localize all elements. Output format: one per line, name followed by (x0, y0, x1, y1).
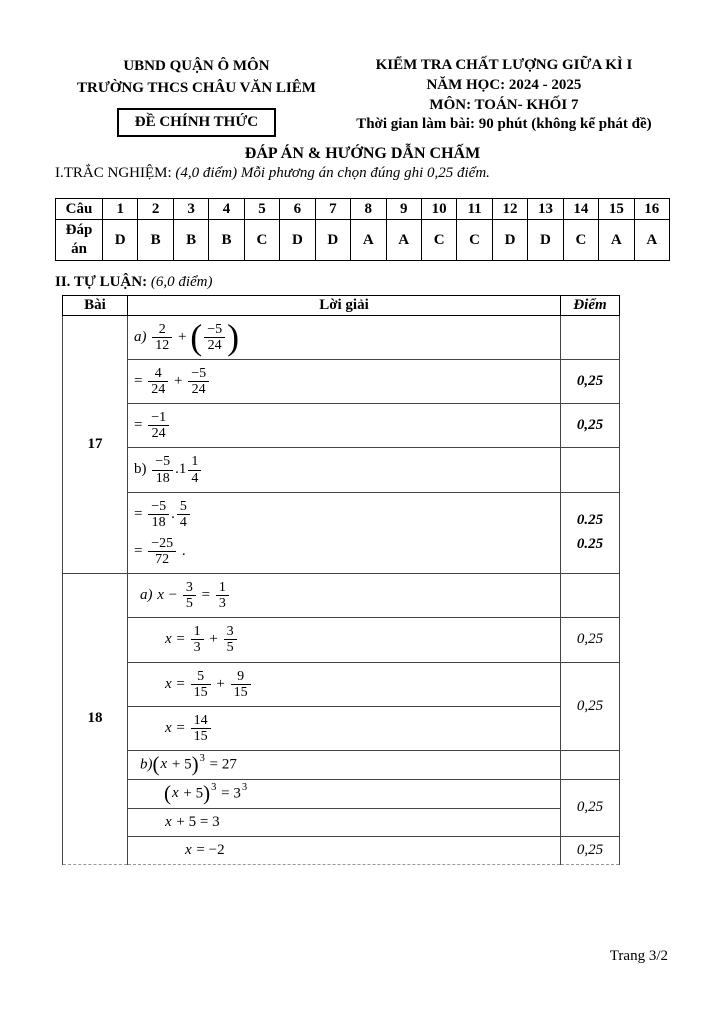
essay-subrow (63, 404, 620, 448)
formula-line (132, 751, 556, 776)
math-text: = (134, 505, 147, 522)
math-text: + (212, 675, 229, 692)
numerator: −1 (151, 410, 167, 426)
essay-point-cell: 0,25 (561, 662, 620, 750)
formula-line (132, 319, 556, 356)
essay-point-cell: 0,25 (561, 836, 620, 864)
open-paren: ( (190, 317, 203, 358)
mc-question-cell: 11 (457, 198, 492, 220)
math-text: b) (134, 461, 151, 478)
essay-solution-cell (128, 359, 561, 403)
essay-solution-cell (128, 836, 561, 864)
essay-subrow (63, 359, 620, 403)
denominator: 24 (188, 381, 209, 397)
essay-point-cell: 0,25 (561, 779, 620, 836)
mc-answer-cell: D (280, 220, 315, 261)
math-text: + 5 (179, 785, 204, 802)
formula-line (132, 666, 556, 703)
issuing-authority: UBND QUẬN Ô MÔN (123, 58, 270, 74)
fraction (148, 499, 169, 530)
mc-answer-cell: D (315, 220, 350, 261)
italic-text: b) (140, 756, 153, 773)
subject-grade: MÔN: TOÁN- KHỐI 7 (429, 96, 579, 113)
essay-subrow (63, 574, 620, 618)
math-text: = (172, 631, 189, 648)
section-1-note: (4,0 điểm) Mỗi phương án chọn đúng ghi 0,25 điểm. (175, 164, 490, 181)
formula-line (132, 780, 556, 805)
math-text: + (170, 373, 187, 390)
school-year: NĂM HỌC: 2024 - 2025 (426, 76, 582, 93)
math-text: . (171, 505, 175, 522)
denominator: 15 (191, 684, 211, 700)
mc-answer-cell: A (351, 220, 386, 261)
header-loigiai: Lời giải (128, 295, 561, 315)
mc-answer-cell: B (138, 220, 173, 261)
essay-solution-cell (128, 315, 561, 359)
numerator: 2 (158, 321, 166, 337)
mc-question-cell: 13 (528, 198, 563, 220)
mc-answer-cell: C (421, 220, 456, 261)
numerator: 1 (193, 624, 201, 640)
fraction (188, 366, 209, 397)
math-text: = −2 (192, 841, 225, 858)
variable: x (157, 587, 164, 604)
math-text: = (197, 587, 214, 604)
denominator: 15 (191, 728, 211, 744)
essay-subrow (63, 618, 620, 662)
essay-solution-cell (128, 404, 561, 448)
math-text: = 3 (217, 785, 241, 802)
numerator: −5 (191, 365, 207, 381)
close-paren: ) (227, 317, 240, 358)
essay-subrow (63, 662, 620, 706)
denominator: 5 (183, 595, 196, 611)
denominator: 24 (148, 381, 168, 397)
math-text: = (134, 542, 147, 559)
essay-solution-cell (128, 448, 561, 492)
mc-answer-cell: C (244, 220, 279, 261)
essay-point-cell (561, 750, 620, 779)
essay-point-cell: 0,25 (561, 359, 620, 403)
essay-subrow (63, 808, 620, 836)
italic-text: a) (140, 587, 157, 604)
denominator: 15 (231, 684, 251, 700)
page-number: Trang 3/2 (609, 948, 668, 964)
mc-answer-cell: B (173, 220, 208, 261)
header-diem: Điểm (561, 295, 620, 315)
essay-solution-cell (128, 492, 561, 573)
fraction (148, 536, 176, 567)
exam-title: KIỂM TRA CHẤT LƯỢNG GIỮA KÌ I (375, 57, 633, 73)
mc-corner-cau: Câu (56, 198, 103, 220)
math-text: = (172, 719, 189, 736)
essay-solution-cell (128, 618, 561, 662)
fraction (183, 580, 196, 611)
essay-point-cell (561, 315, 620, 359)
mc-answer-cell: D (528, 220, 563, 261)
numerator: −25 (151, 535, 174, 551)
close-paren: ) (203, 780, 211, 805)
essay-subrow (63, 315, 620, 359)
mc-question-cell: 5 (244, 198, 279, 220)
exponent: 3 (241, 782, 248, 794)
essay-point-cell: 0,25 (561, 404, 620, 448)
essay-solution-cell (128, 706, 561, 750)
denominator: 24 (204, 337, 225, 353)
mc-answer-cell: A (634, 220, 669, 261)
math-text: = (134, 373, 147, 390)
multiple-choice-answer-table (55, 198, 670, 261)
mc-question-cell: 1 (103, 198, 138, 220)
mc-answer-cell: D (103, 220, 138, 261)
mc-question-cell: 14 (563, 198, 598, 220)
fraction (152, 454, 173, 485)
essay-solution-cell (128, 808, 561, 836)
official-exam-box: ĐỀ CHÍNH THỨC (117, 108, 276, 137)
math-text: + 5 = 3 (172, 813, 220, 830)
fraction (152, 322, 172, 353)
formula-line (132, 496, 556, 533)
variable: x (165, 813, 172, 830)
essay-point-cell: 0,25 (561, 618, 620, 662)
variable: x (185, 841, 192, 858)
fraction (148, 410, 169, 441)
numerator: 3 (226, 624, 234, 640)
fraction (216, 580, 229, 611)
numerator: 3 (185, 580, 193, 596)
mc-question-cell: 8 (351, 198, 386, 220)
essay-problem-number-cell: 18 (63, 574, 128, 865)
essay-subrow (63, 836, 620, 864)
section-2-label: II. TỰ LUẬN: (55, 273, 148, 290)
fraction (191, 669, 211, 700)
fraction (231, 669, 251, 700)
math-text: = (172, 675, 189, 692)
denominator: 4 (188, 470, 201, 486)
denominator: 5 (224, 639, 237, 655)
numerator: 5 (197, 668, 205, 684)
mc-question-cell: 2 (138, 198, 173, 220)
numerator: 4 (154, 365, 162, 381)
mc-question-cell: 9 (386, 198, 421, 220)
numerator: 5 (179, 498, 187, 514)
header-left-block (55, 56, 338, 137)
denominator: 4 (177, 514, 190, 530)
math-text: = 27 (205, 756, 237, 773)
mc-question-cell: 16 (634, 198, 669, 220)
denominator: 18 (152, 470, 173, 486)
document-header (55, 56, 670, 137)
math-text: + (174, 328, 191, 345)
mc-question-cell: 12 (492, 198, 527, 220)
math-text: . (178, 542, 186, 559)
numerator: 1 (218, 580, 226, 596)
variable: x (165, 719, 172, 736)
mc-answer-cell: B (209, 220, 244, 261)
exam-duration: Thời gian làm bài: 90 phút (không kể phát đề) (356, 116, 652, 133)
mc-answer-cell: C (457, 220, 492, 261)
denominator: 12 (152, 337, 172, 353)
formula-line (132, 451, 556, 488)
essay-subrow (63, 750, 620, 779)
essay-subrow (63, 706, 620, 750)
mc-question-row (56, 198, 670, 220)
math-text: + 5 (168, 756, 192, 773)
italic-text: a) (134, 328, 151, 345)
open-paren: ( (164, 780, 171, 805)
essay-problem-number-cell: 17 (63, 315, 128, 573)
essay-solution-cell (128, 574, 561, 618)
denominator: 3 (191, 639, 204, 655)
formula-line (132, 577, 556, 614)
mc-question-cell: 4 (209, 198, 244, 220)
section-2-heading (55, 274, 670, 291)
essay-subrow (63, 779, 620, 808)
essay-point-cell (561, 448, 620, 492)
mc-answer-row (56, 220, 670, 261)
numerator: −5 (155, 454, 171, 470)
numerator: −5 (207, 321, 223, 337)
numerator: 1 (191, 454, 199, 470)
denominator: 24 (148, 425, 169, 441)
mc-question-cell: 15 (599, 198, 634, 220)
essay-solution-cell (128, 779, 561, 808)
variable: x (165, 631, 172, 648)
essay-subrow (63, 492, 620, 573)
essay-point-cell (561, 492, 620, 573)
mc-question-cell: 10 (421, 198, 456, 220)
open-paren: ( (152, 751, 160, 776)
exponent: 3 (199, 753, 205, 765)
formula-line (132, 407, 556, 444)
formula-line (132, 840, 556, 861)
fraction (177, 499, 190, 530)
fraction (191, 624, 204, 655)
section-1-label: I.TRẮC NGHIỆM: (55, 164, 172, 181)
mc-question-cell: 7 (315, 198, 350, 220)
mc-answer-cell: D (492, 220, 527, 261)
numerator: −5 (151, 498, 167, 514)
fraction (191, 713, 211, 744)
math-text: = (134, 417, 147, 434)
mc-question-cell: 6 (280, 198, 315, 220)
math-text: .1 (175, 461, 187, 478)
formula-line (132, 533, 556, 570)
math-text: − (164, 587, 181, 604)
variable: x (160, 756, 168, 773)
numerator: 9 (237, 668, 245, 684)
variable: x (172, 785, 179, 802)
formula-line (132, 710, 556, 747)
math-text: + (205, 631, 222, 648)
essay-solution-cell (128, 750, 561, 779)
mc-answer-cell: A (599, 220, 634, 261)
essay-solution-cell (128, 662, 561, 706)
essay-header-row (63, 295, 620, 315)
formula-line (132, 363, 556, 400)
point-value: 0.25 (576, 512, 604, 529)
mc-answer-cell: A (386, 220, 421, 261)
essay-solution-table (62, 295, 620, 865)
denominator: 3 (216, 595, 229, 611)
section-2-note: (6,0 điểm) (150, 273, 213, 290)
header-right-block (338, 56, 670, 135)
exponent: 3 (211, 782, 217, 794)
essay-point-cell (561, 574, 620, 618)
formula-line (132, 621, 556, 658)
close-paren: ) (191, 751, 199, 776)
denominator: 18 (148, 514, 169, 530)
mc-question-cell: 3 (173, 198, 208, 220)
essay-subrow (63, 448, 620, 492)
variable: x (165, 675, 172, 692)
fraction (148, 366, 168, 397)
point-value: 0.25 (576, 536, 604, 553)
numerator: 14 (193, 712, 208, 728)
fraction (204, 322, 225, 353)
fraction (188, 454, 201, 485)
header-bai: Bài (63, 295, 128, 315)
page-title: ĐÁP ÁN & HƯỚNG DẪN CHẤM (244, 144, 481, 162)
school-name: TRƯỜNG THCS CHÂU VĂN LIÊM (76, 79, 316, 96)
mc-answer-cell: C (563, 220, 598, 261)
section-1-heading (55, 165, 670, 182)
mc-corner-dapan: Đáp án (56, 220, 103, 261)
denominator: 72 (148, 551, 176, 567)
fraction (224, 624, 237, 655)
formula-line (132, 812, 556, 833)
